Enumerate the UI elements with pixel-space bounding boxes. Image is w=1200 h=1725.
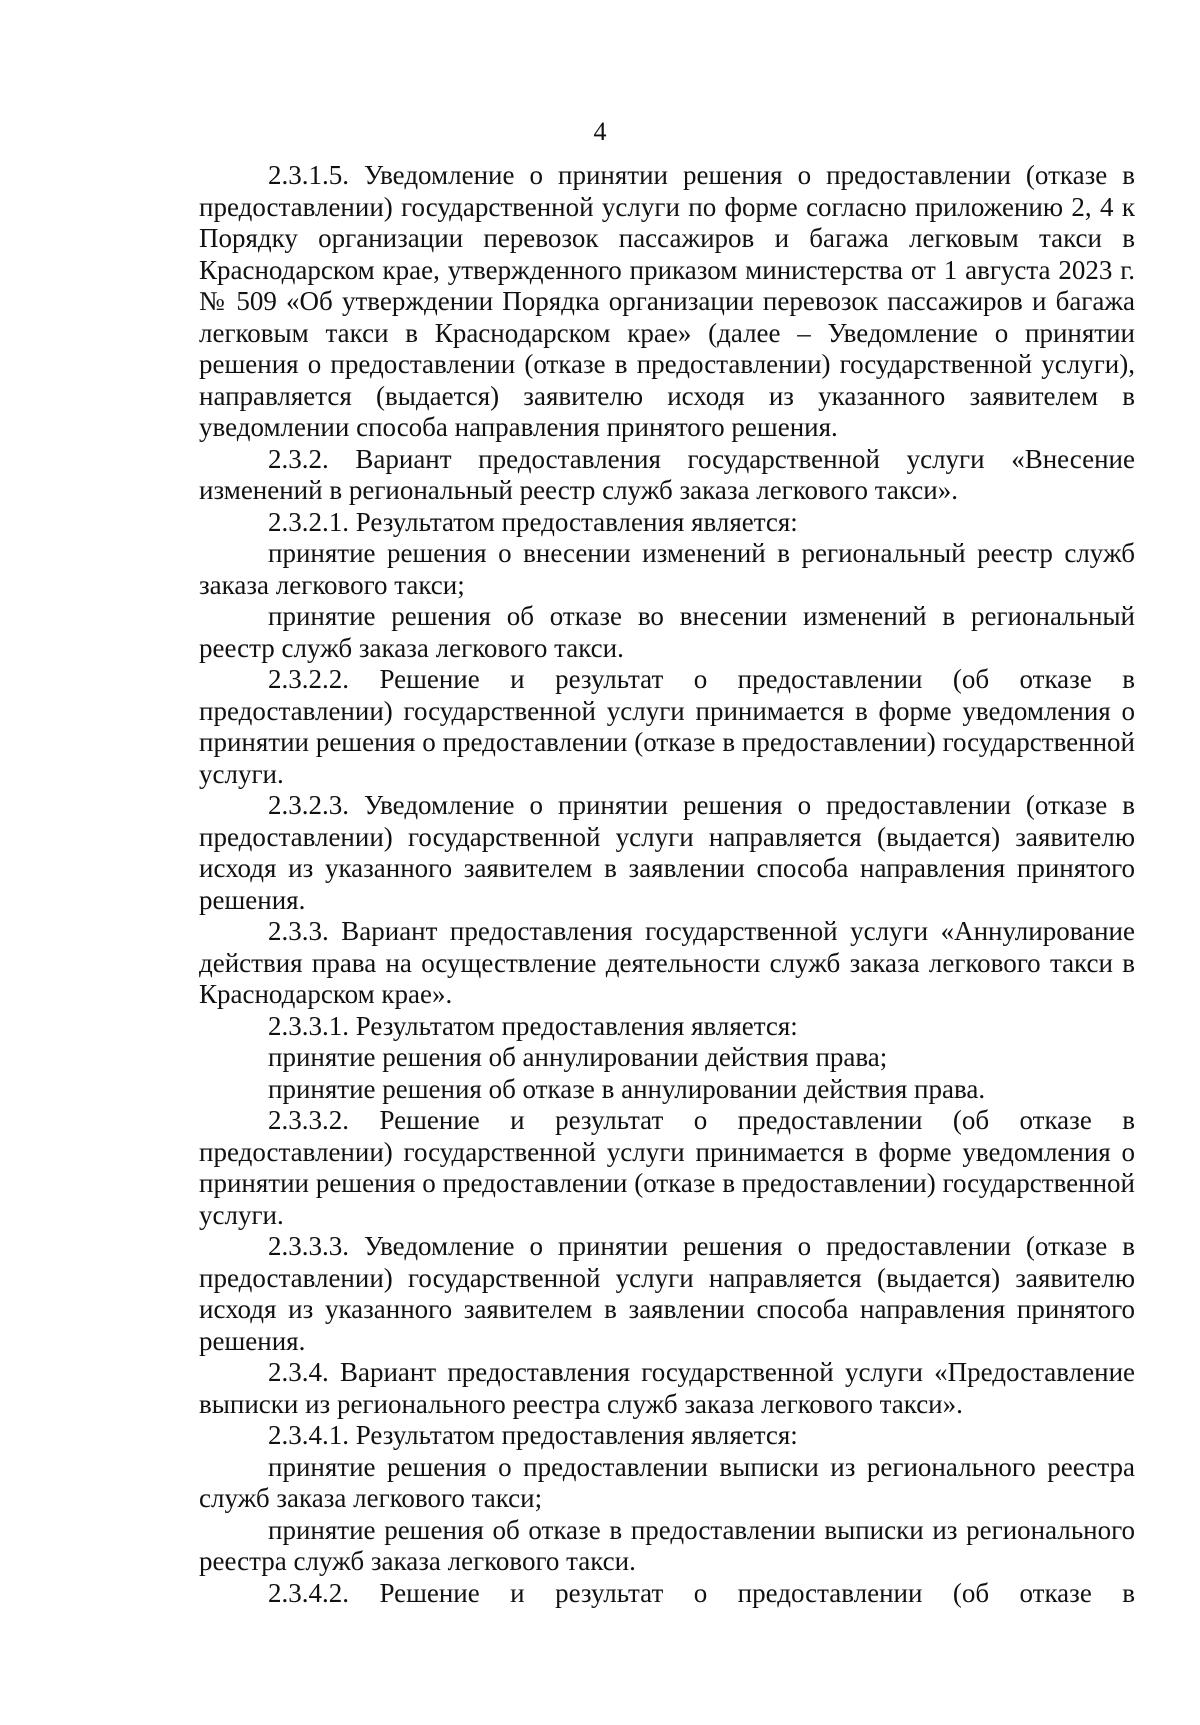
paragraph-2-3-2-3: 2.3.2.3. Уведомление о принятии решения о предоставлении (отказе в предоставлении) государственной услуги направляется (выдается) заявителю исходя из указанного заявителем в заявлении способа направления принятого решения.: [199, 790, 1135, 915]
paragraph-2-3-4: 2.3.4. Вариант предоставления государственной услуги «Предоставление выписки из регионального реестра служб заказа легкового такси».: [199, 1357, 1135, 1419]
page-number: 4: [593, 117, 607, 146]
paragraph-result-item: принятие решения об аннулировании действия права;: [268, 1042, 888, 1072]
paragraph-2-3-3-1: 2.3.3.1. Результатом предоставления является:: [268, 1010, 798, 1041]
paragraph-2-3-4-1: 2.3.4.1. Результатом предоставления является:: [268, 1420, 798, 1450]
paragraph-result-item: принятие решения об отказе во внесении изменений в региональный реестр служб заказа легкового такси.: [199, 601, 1135, 663]
paragraph-2-3-3: 2.3.3. Вариант предоставления государственной услуги «Аннулирование действия права на осуществление деятельности служб заказа легкового такси в Краснодарском крае».: [199, 916, 1135, 1009]
paragraph-2-3-3-3: 2.3.3.3. Уведомление о принятии решения о предоставлении (отказе в предоставлении) государственной услуги направляется (выдается) заявителю исходя из указанного заявителем в заявлении способа направления принятого решения.: [199, 1231, 1135, 1356]
paragraph-result-item: принятие решения о предоставлении выписки из регионального реестра служб заказа легкового такси;: [199, 1451, 1135, 1513]
paragraph-2-3-3-2: 2.3.3.2. Решение и результат о предоставлении (об отказе в предоставлении) государственной услуги принимается в форме уведомления о принятии решения о предоставлении (отказе в предоставлении) государственной услуги.: [199, 1105, 1135, 1230]
paragraph-result-item: принятие решения о внесении изменений в региональный реестр служб заказа легкового такси;: [199, 538, 1135, 600]
paragraph-2-3-1-5: 2.3.1.5. Уведомление о принятии решения о предоставлении (отказе в предоставлении) государственной услуги по форме согласно приложению 2, 4 к Порядку организации перевозок пассажиров и багажа легковым такси в Краснодарском крае, утвержденного приказом министерства от 1 августа 2023 г. № 509 «Об утверждении Порядка организации перевозок пассажиров и багажа легковым такси в Краснодарском крае» (далее – Уведомление о принятии решения о предоставлении (отказе в предоставлении) государственной услуги), направляется (выдается) заявителю исходя из указанного заявителем в уведомлении способа направления принятого решения.: [199, 160, 1135, 442]
paragraph-2-3-2-2: 2.3.2.2. Решение и результат о предоставлении (об отказе в предоставлении) государственной услуги принимается в форме уведомления о принятии решения о предоставлении (отказе в предоставлении) государственной услуги.: [199, 664, 1135, 789]
paragraph-2-3-2-1: 2.3.2.1. Результатом предоставления является:: [268, 506, 798, 537]
paragraph-result-item: принятие решения об отказе в предоставлении выписки из регионального реестра служб заказа легкового такси.: [199, 1514, 1135, 1576]
paragraph-2-3-2: 2.3.2. Вариант предоставления государственной услуги «Внесение изменений в региональный реестр служб заказа легкового такси».: [199, 443, 1135, 505]
paragraph-2-3-4-2: 2.3.4.2. Решение и результат о предоставлении (об отказе в: [268, 1577, 1135, 1608]
document-body: [199, 160, 1135, 1609]
paragraph-result-item: принятие решения об отказе в аннулировании действия права.: [268, 1073, 986, 1104]
